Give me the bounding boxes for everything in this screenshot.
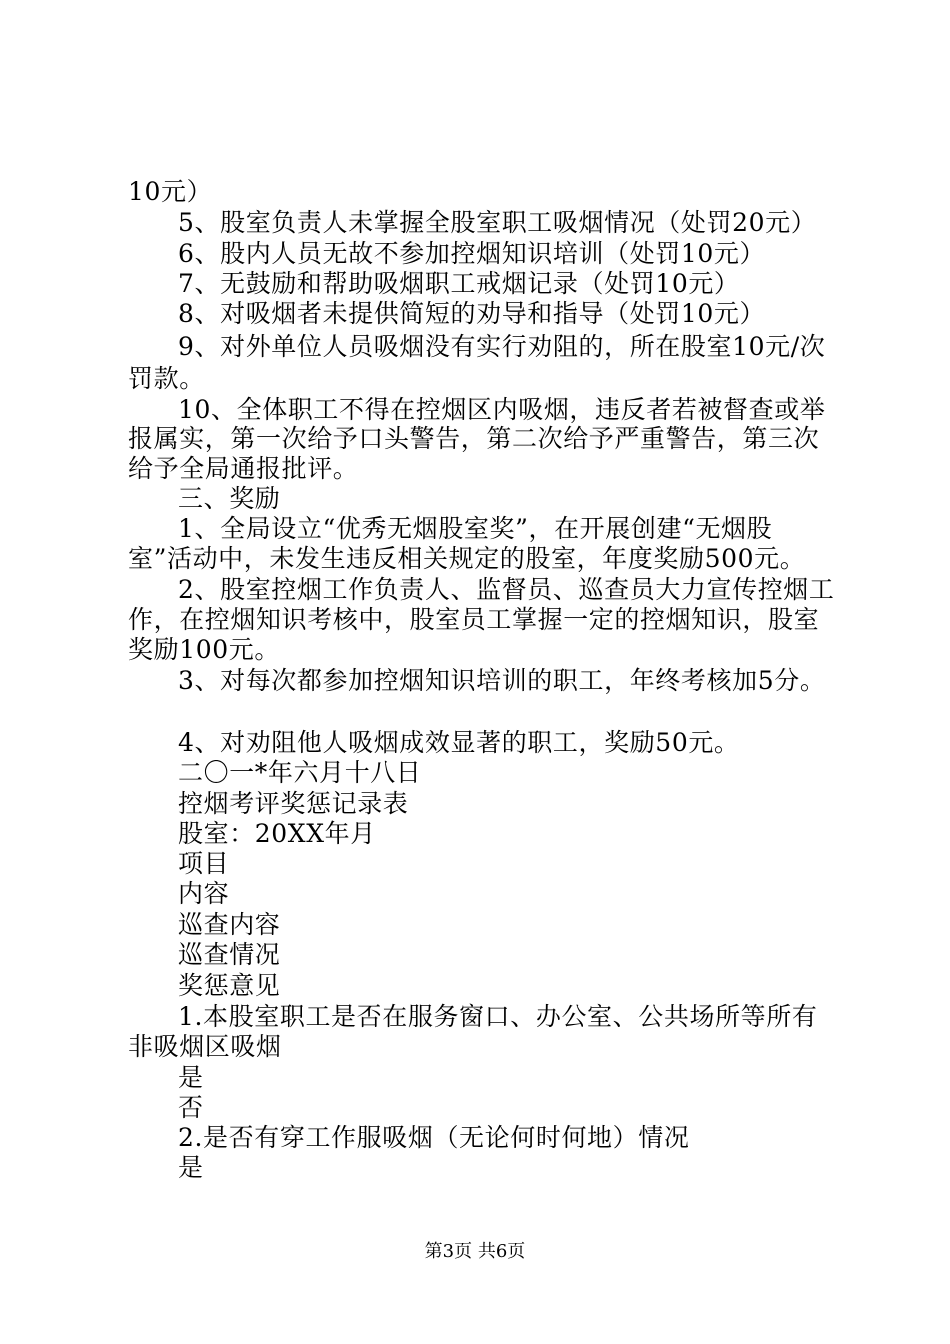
table-header-cell: 巡查情况: [178, 940, 281, 969]
section-heading: 三、奖励: [178, 484, 281, 513]
text-line: 1、全局设立“优秀无烟股室奖”，在开展创建“无烟股: [178, 514, 773, 543]
text-line: 6、股内人员无故不参加控烟知识培训（处罚10元）: [178, 239, 766, 268]
text-line: 股室：20XX年月: [178, 819, 376, 848]
text-line: 作，在控烟知识考核中，股室员工掌握一定的控烟知识，股室: [128, 605, 820, 634]
text-line: 7、无鼓励和帮助吸烟职工戒烟记录（处罚10元）: [178, 269, 740, 298]
text-line: 8、对吸烟者未提供简短的劝导和指导（处罚10元）: [178, 299, 766, 328]
date-line: 二〇一*年六月十八日: [178, 758, 422, 787]
text-line: 5、股室负责人未掌握全股室职工吸烟情况（处罚20元）: [178, 208, 817, 237]
table-title: 控烟考评奖惩记录表: [178, 789, 409, 818]
text-line: 非吸烟区吸烟: [128, 1032, 282, 1061]
page-number: 第3页 共6页: [424, 1241, 526, 1262]
table-cell: 是: [178, 1063, 204, 1092]
text-line: 2、股室控烟工作负责人、监督员、巡查员大力宣传控烟工: [178, 575, 835, 604]
text-line: 10、全体职工不得在控烟区内吸烟，违反者若被督查或举: [178, 395, 826, 424]
table-cell: 否: [178, 1093, 204, 1122]
text-line: 2.是否有穿工作服吸烟（无论何时何地）情况: [178, 1123, 690, 1152]
text-line: 报属实，第一次给予口头警告，第二次给予严重警告，第三次: [128, 424, 820, 453]
text-line: 奖励100元。: [128, 635, 280, 664]
table-header-cell: 奖惩意见: [178, 971, 281, 1000]
table-cell: 是: [178, 1153, 204, 1182]
text-line: 1.本股室职工是否在服务窗口、办公室、公共场所等所有: [178, 1002, 818, 1031]
text-line: 3、对每次都参加控烟知识培训的职工，年终考核加5分。: [178, 666, 826, 695]
table-header-cell: 内容: [178, 879, 230, 908]
text-line: 10元）: [128, 177, 213, 206]
text-line: 给予全局通报批评。: [128, 454, 359, 483]
text-line: 室”活动中，未发生违反相关规定的股室，年度奖励500元。: [128, 544, 806, 573]
table-header-cell: 巡查内容: [178, 910, 281, 939]
text-line: 9、对外单位人员吸烟没有实行劝阻的，所在股室10元/次: [178, 332, 826, 361]
text-line: 4、对劝阻他人吸烟成效显著的职工，奖励50元。: [178, 728, 740, 757]
table-header-cell: 项目: [178, 849, 230, 878]
text-line: 罚款。: [128, 364, 205, 393]
